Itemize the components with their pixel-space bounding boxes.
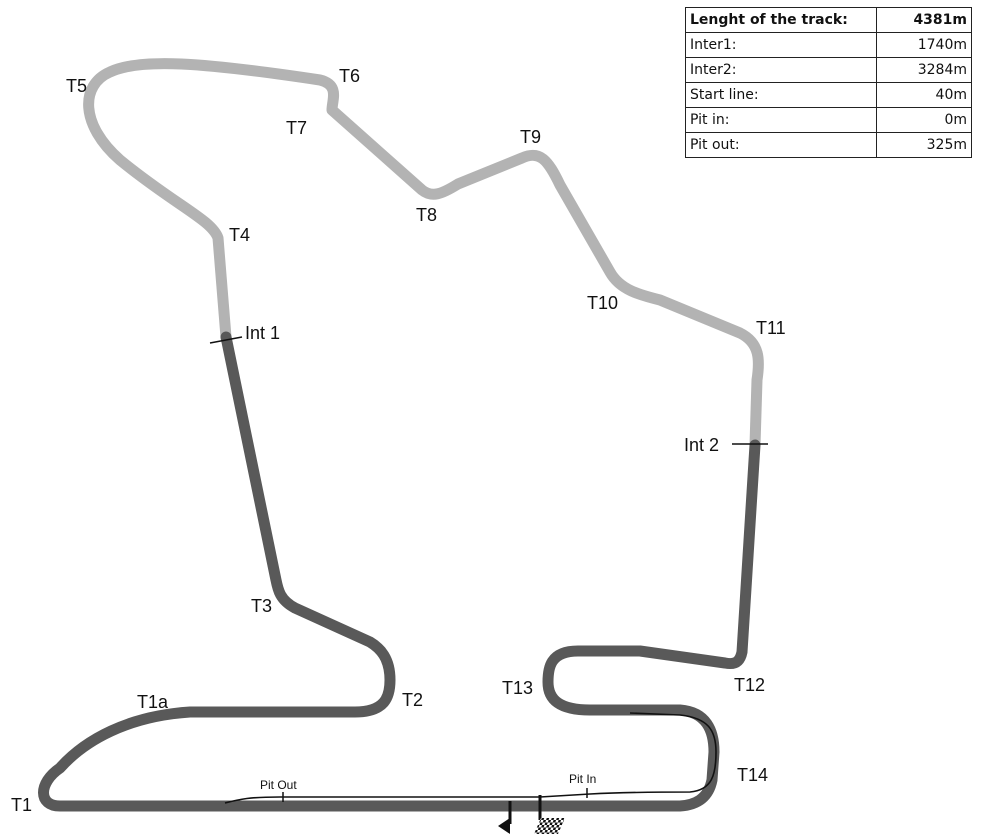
table-cell-label: Start line: xyxy=(686,83,877,108)
track-info-rows xyxy=(686,8,972,158)
table-cell-label: Inter1: xyxy=(686,33,877,58)
turn-label-t8: T8 xyxy=(416,205,438,225)
int1-label: Int 1 xyxy=(245,323,281,343)
table-cell-value: 1740m xyxy=(877,33,972,58)
table-cell-value: 40m xyxy=(877,83,972,108)
start-flag-icon xyxy=(498,818,510,834)
table-row xyxy=(686,8,972,33)
table-cell-label: Inter2: xyxy=(686,58,877,83)
turn-label-t7: T7 xyxy=(286,118,308,138)
table-cell-label: Pit in: xyxy=(686,108,877,133)
turn-label-t4: T4 xyxy=(229,225,251,245)
pit-out-label: Pit Out xyxy=(260,778,297,792)
turn-label-t6: T6 xyxy=(339,66,361,86)
table-row xyxy=(686,108,972,133)
table-cell-value: 0m xyxy=(877,108,972,133)
table-cell-label: Pit out: xyxy=(686,133,877,158)
turn-label-t5: T5 xyxy=(66,76,88,96)
int2-label: Int 2 xyxy=(684,435,720,455)
track-info-table xyxy=(685,7,972,158)
turn-label-t1a: T1a xyxy=(137,692,169,712)
turn-label-t3: T3 xyxy=(251,596,273,616)
turn-label-t12: T12 xyxy=(734,675,766,695)
turn-label-t14: T14 xyxy=(737,765,769,785)
turn-label-t11: T11 xyxy=(756,318,786,338)
turn-label-t1: T1 xyxy=(11,795,33,815)
checkered-flag-icon xyxy=(534,818,565,834)
table-cell-value: 4381m xyxy=(877,8,972,33)
table-cell-value: 325m xyxy=(877,133,972,158)
turn-label-t10: T10 xyxy=(587,293,619,313)
table-cell-label: Lenght of the track: xyxy=(686,8,877,33)
table-row xyxy=(686,58,972,83)
table-cell-value: 3284m xyxy=(877,58,972,83)
turn-label-t9: T9 xyxy=(520,127,542,147)
table-row xyxy=(686,33,972,58)
pit-lane xyxy=(225,713,716,803)
table-row xyxy=(686,133,972,158)
table-row xyxy=(686,83,972,108)
turn-label-t13: T13 xyxy=(502,678,534,698)
pit-in-label: Pit In xyxy=(569,772,597,786)
track-sector-1 xyxy=(44,337,756,806)
turn-label-t2: T2 xyxy=(402,690,424,710)
track-sector-2 xyxy=(89,64,759,445)
